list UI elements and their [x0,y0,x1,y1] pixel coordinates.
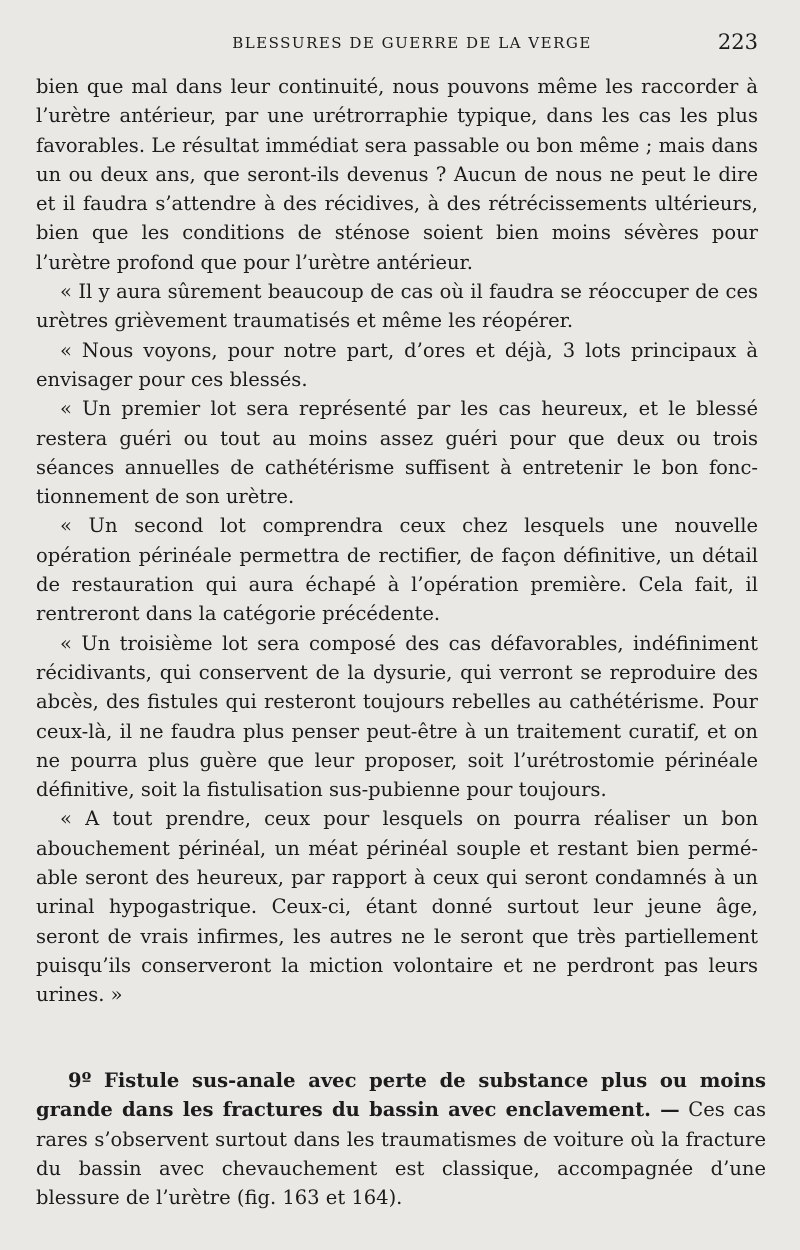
section-9-paragraph [36,1066,766,1212]
paragraph-third-lot: « Un troisième lot sera composé des cas défavorables, indéfiniment récidivants, qui conservent de la dysurie, qui verront se reproduire des abcès, des fistules qui resteront toujours rebelles au cathétérisme. Pour ceux-là, il ne faudra plus penser peut-être à un traitement curatif, et on ne pourra plus guère que leur proposer, soit l’urétrostomie périnéale définitive, soit la fistulisation sus-pubienne pour toujours. [36,631,758,802]
paragraph-second-lot: « Un second lot comprendra ceux chez lesquels une nouvelle opération périnéale permettra de rectifier, de façon définitive, un détail de restauration qui aura échapé à l’opération première. Cela fait, il rentreront dans la catégorie précédente. [36,514,758,626]
section-9 [36,1066,766,1212]
body-text [36,72,758,1010]
running-title: BLESSURES DE GUERRE DE LA VERGE [232,34,592,52]
paragraph-conclusion: « A tout prendre, ceux pour lesquels on pourra réaliser un bon abouchement périnéal, un méat périnéal souple et restant bien perméable seront des heureux, par rapport à ceux qui seront condamnés à un urinal hypogastrique. Ceux-ci, étant donné surtout leur jeune âge, seront de vrais infirmes, les autres ne le seront que très partiellement puisqu’ils conserveront la miction volontaire et ne perdront pas leurs urines. » [36,807,758,1007]
page-number: 223 [717,30,758,54]
section-text: Ces cas rares s’observent surtout dans les traumatismes de voiture où la fracture du bassin avec chevauchement est classique, accompagnée d’une blessure de l’urètre (fig. 163 et 164). [36,1098,766,1210]
running-header [36,30,758,60]
section-title: 9º Fistule sus-anale avec perte de substance plus ou moins grande dans les fractures du bassin avec enclavement. — [36,1069,766,1122]
paragraph-continuation: bien que mal dans leur continuité, nous pouvons même les raccorder à l’urètre antérieur, par une urétrorraphie typique, dans les cas les plus favorables. Le résultat immédiat sera passable ou bon même ; mais dans un ou deux ans, que seront-ils devenus ? Aucun de nous ne peut le dire et il faudra s’attendre à des récidives, à des rétrécissements ultérieurs, bien que les conditions de sténose soient bien moins sévères pour l’urètre profond que pour l’urètre antérieur. [36,75,758,274]
paragraph-quote-1: « Il y aura sûrement beaucoup de cas où il faudra se réoccuper de ces urètres grièvement traumatisés et même les réopérer. [36,280,758,333]
paragraph-quote-2: « Nous voyons, pour notre part, d’ores et déjà, 3 lots principaux à envisager pour ces blessés. [36,338,758,391]
paragraph-first-lot: « Un premier lot sera représenté par les cas heureux, et le blessé restera guéri ou tout au moins assez guéri pour que deux ou trois séances annuelles de cathétérisme suffisent à entretenir le bon fonctionnement de son urètre. [36,397,758,509]
